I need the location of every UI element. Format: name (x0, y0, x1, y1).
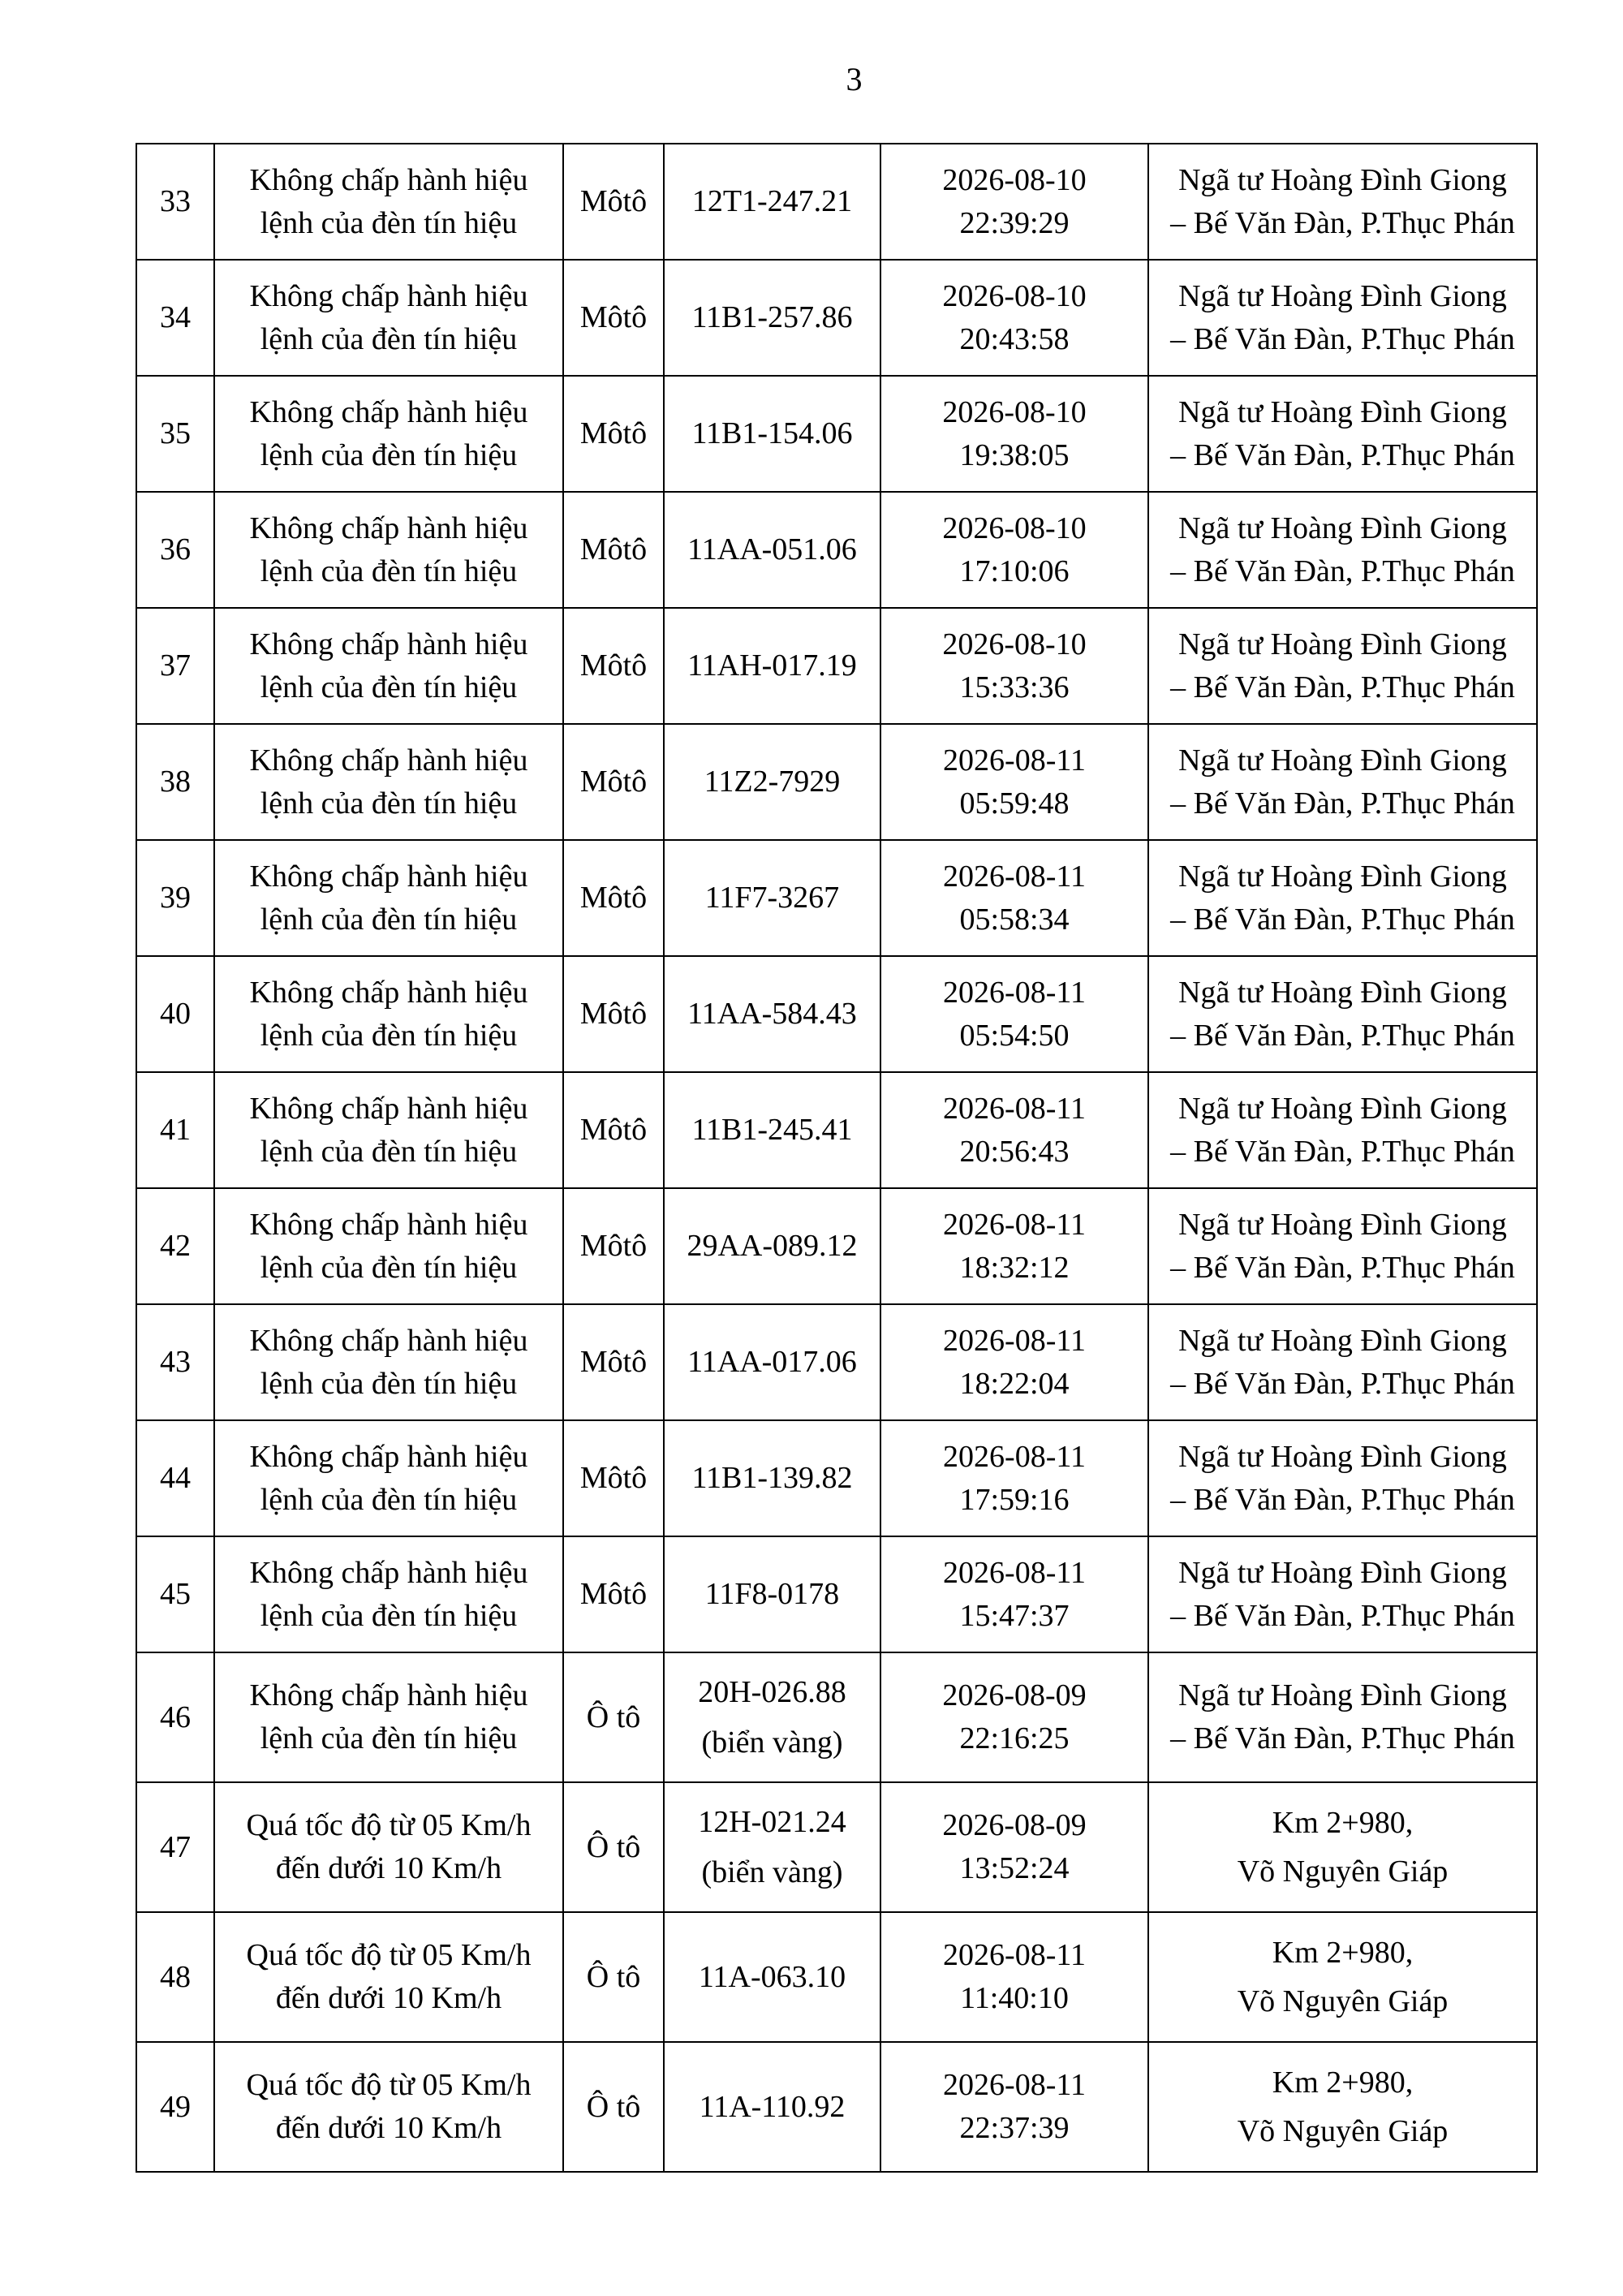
license-plate-line: 11A-063.10 (698, 1960, 846, 1994)
datetime-line: 2026-08-11 (943, 743, 1086, 778)
violation-cell (214, 2042, 563, 2172)
violation-line: lệnh của đèn tín hiệu (260, 1250, 518, 1285)
datetime-line: 2026-08-11 (943, 1555, 1086, 1590)
table-body (136, 144, 1537, 2172)
violation-cell (214, 1072, 563, 1188)
datetime-line: 2026-08-10 (942, 162, 1087, 197)
violation-line: lệnh của đèn tín hiệu (260, 670, 518, 704)
location-line: – Bế Văn Đàn, P.Thục Phán (1170, 554, 1515, 588)
violation-line: Không chấp hành hiệu (249, 1439, 528, 1474)
violation-cell (214, 492, 563, 608)
license-plate-cell (664, 840, 880, 956)
table-row (136, 1652, 1537, 1782)
vehicle-type-cell: Môtô (563, 840, 664, 956)
location-cell (1148, 840, 1537, 956)
location-cell (1148, 1420, 1537, 1536)
location-cell (1148, 144, 1537, 260)
row-number-cell: 44 (136, 1420, 214, 1536)
violation-cell (214, 956, 563, 1072)
location-line: – Bế Văn Đàn, P.Thục Phán (1170, 1721, 1515, 1755)
violation-line: Quá tốc độ từ 05 Km/h (246, 1938, 532, 1972)
datetime-line: 2026-08-11 (943, 1207, 1086, 1242)
location-line: – Bế Văn Đàn, P.Thục Phán (1170, 786, 1515, 821)
license-plate-cell (664, 144, 880, 260)
table-row (136, 724, 1537, 840)
license-plate-cell (664, 492, 880, 608)
violation-cell (214, 1420, 563, 1536)
datetime-line: 05:54:50 (959, 1018, 1070, 1053)
location-line: – Bế Văn Đàn, P.Thục Phán (1170, 1250, 1515, 1285)
table-row (136, 1536, 1537, 1652)
datetime-cell (880, 144, 1148, 260)
location-cell (1148, 956, 1537, 1072)
violation-line: đến dưới 10 Km/h (275, 1981, 502, 2015)
license-plate-line: 20H-026.88 (698, 1675, 846, 1709)
datetime-line: 22:39:29 (959, 205, 1070, 240)
violation-line: Quá tốc độ từ 05 Km/h (246, 1808, 532, 1842)
violation-line: Không chấp hành hiệu (249, 394, 528, 429)
license-plate-cell (664, 956, 880, 1072)
violation-line: Không chấp hành hiệu (249, 278, 528, 313)
violation-cell (214, 1912, 563, 2042)
datetime-line: 2026-08-11 (943, 1938, 1086, 1972)
violations-table (136, 143, 1538, 2173)
violation-line: Không chấp hành hiệu (249, 1678, 528, 1712)
license-plate-cell (664, 1652, 880, 1782)
location-cell (1148, 2042, 1537, 2172)
license-plate-cell (664, 1072, 880, 1188)
violation-line: Quá tốc độ từ 05 Km/h (246, 2068, 532, 2102)
location-cell (1148, 1782, 1537, 1912)
row-number-cell: 33 (136, 144, 214, 260)
table-row (136, 1188, 1537, 1304)
datetime-line: 17:10:06 (959, 554, 1070, 588)
violation-line: đến dưới 10 Km/h (275, 2111, 502, 2145)
location-line: – Bế Văn Đàn, P.Thục Phán (1170, 1482, 1515, 1517)
vehicle-type-cell: Môtô (563, 492, 664, 608)
location-line: Ngã tư Hoàng Đình Giong (1178, 394, 1507, 429)
license-plate-line: 11AA-051.06 (687, 532, 857, 566)
row-number-cell: 40 (136, 956, 214, 1072)
license-plate-line: 11A-110.92 (699, 2090, 846, 2124)
location-line: Ngã tư Hoàng Đình Giong (1178, 1323, 1507, 1358)
row-number-cell: 48 (136, 1912, 214, 2042)
table-row (136, 2042, 1537, 2172)
license-plate-cell (664, 1912, 880, 2042)
location-line: Ngã tư Hoàng Đình Giong (1178, 1678, 1507, 1712)
license-plate-cell (664, 1420, 880, 1536)
datetime-line: 20:43:58 (959, 321, 1070, 356)
datetime-cell (880, 840, 1148, 956)
datetime-line: 2026-08-10 (942, 394, 1087, 429)
license-plate-line: (biển vàng) (701, 1855, 843, 1889)
row-number-cell: 37 (136, 608, 214, 724)
license-plate-line: 11B1-139.82 (691, 1461, 853, 1495)
location-line: – Bế Văn Đàn, P.Thục Phán (1170, 205, 1515, 240)
datetime-line: 2026-08-10 (942, 278, 1087, 313)
license-plate-line: 12T1-247.21 (691, 184, 853, 218)
vehicle-type-cell: Môtô (563, 144, 664, 260)
location-line: Ngã tư Hoàng Đình Giong (1178, 1439, 1507, 1474)
location-line: Ngã tư Hoàng Đình Giong (1178, 743, 1507, 778)
violation-line: lệnh của đèn tín hiệu (260, 1482, 518, 1517)
datetime-cell (880, 608, 1148, 724)
license-plate-line: (biển vàng) (701, 1725, 843, 1760)
vehicle-type-cell: Môtô (563, 1072, 664, 1188)
datetime-line: 18:32:12 (959, 1250, 1070, 1285)
datetime-line: 2026-08-09 (942, 1808, 1087, 1842)
location-cell (1148, 1536, 1537, 1652)
location-line: Ngã tư Hoàng Đình Giong (1178, 162, 1507, 197)
datetime-cell (880, 1304, 1148, 1420)
violation-line: lệnh của đèn tín hiệu (260, 786, 518, 821)
datetime-line: 17:59:16 (959, 1482, 1070, 1517)
location-line: Võ Nguyên Giáp (1237, 1984, 1449, 2018)
datetime-cell (880, 1072, 1148, 1188)
vehicle-type-cell: Ô tô (563, 2042, 664, 2172)
location-line: – Bế Văn Đàn, P.Thục Phán (1170, 1134, 1515, 1169)
datetime-line: 2026-08-11 (943, 2068, 1086, 2102)
location-line: – Bế Văn Đàn, P.Thục Phán (1170, 670, 1515, 704)
license-plate-line: 11B1-154.06 (691, 416, 853, 450)
violation-line: lệnh của đèn tín hiệu (260, 554, 518, 588)
datetime-cell (880, 1188, 1148, 1304)
vehicle-type-cell: Môtô (563, 724, 664, 840)
violation-line: lệnh của đèn tín hiệu (260, 205, 518, 240)
violation-line: lệnh của đèn tín hiệu (260, 1721, 518, 1755)
datetime-line: 05:59:48 (959, 786, 1070, 821)
vehicle-type-cell: Môtô (563, 1420, 664, 1536)
license-plate-cell (664, 608, 880, 724)
datetime-line: 2026-08-09 (942, 1678, 1087, 1712)
table-row (136, 1072, 1537, 1188)
datetime-line: 20:56:43 (959, 1134, 1070, 1169)
violation-cell (214, 840, 563, 956)
row-number-cell: 43 (136, 1304, 214, 1420)
violation-cell (214, 1304, 563, 1420)
datetime-cell (880, 260, 1148, 376)
location-line: – Bế Văn Đàn, P.Thục Phán (1170, 1018, 1515, 1053)
datetime-line: 2026-08-11 (943, 1323, 1086, 1358)
location-line: Ngã tư Hoàng Đình Giong (1178, 510, 1507, 545)
datetime-cell (880, 1652, 1148, 1782)
violation-line: Không chấp hành hiệu (249, 859, 528, 894)
location-cell (1148, 1304, 1537, 1420)
row-number-cell: 41 (136, 1072, 214, 1188)
table-row (136, 1420, 1537, 1536)
datetime-line: 2026-08-11 (943, 859, 1086, 894)
datetime-line: 13:52:24 (959, 1851, 1070, 1885)
vehicle-type-cell: Môtô (563, 376, 664, 492)
datetime-line: 15:33:36 (959, 670, 1070, 704)
location-cell (1148, 1072, 1537, 1188)
row-number-cell: 39 (136, 840, 214, 956)
violation-line: lệnh của đèn tín hiệu (260, 437, 518, 472)
datetime-line: 2026-08-10 (942, 627, 1087, 661)
row-number-cell: 38 (136, 724, 214, 840)
violation-cell (214, 1782, 563, 1912)
row-number-cell: 49 (136, 2042, 214, 2172)
license-plate-cell (664, 2042, 880, 2172)
datetime-cell (880, 1536, 1148, 1652)
license-plate-cell (664, 1304, 880, 1420)
location-cell (1148, 1188, 1537, 1304)
location-line: Ngã tư Hoàng Đình Giong (1178, 278, 1507, 313)
datetime-cell (880, 1782, 1148, 1912)
violation-line: đến dưới 10 Km/h (275, 1851, 502, 1885)
violation-line: lệnh của đèn tín hiệu (260, 321, 518, 356)
violation-line: Không chấp hành hiệu (249, 1207, 528, 1242)
violation-line: Không chấp hành hiệu (249, 975, 528, 1010)
row-number-cell: 34 (136, 260, 214, 376)
datetime-line: 22:16:25 (959, 1721, 1070, 1755)
datetime-cell (880, 1420, 1148, 1536)
license-plate-line: 11F7-3267 (704, 881, 840, 915)
license-plate-line: 29AA-089.12 (687, 1229, 858, 1263)
violation-cell (214, 608, 563, 724)
license-plate-line: 11F8-0178 (704, 1577, 840, 1611)
vehicle-type-cell: Ô tô (563, 1652, 664, 1782)
violation-cell (214, 260, 563, 376)
datetime-cell (880, 1912, 1148, 2042)
location-line: Km 2+980, (1272, 1806, 1414, 1840)
location-cell (1148, 492, 1537, 608)
license-plate-line: 11AA-017.06 (687, 1345, 857, 1379)
datetime-line: 15:47:37 (959, 1598, 1070, 1633)
license-plate-line: 12H-021.24 (698, 1805, 846, 1839)
location-cell (1148, 260, 1537, 376)
table-row (136, 1782, 1537, 1912)
datetime-cell (880, 376, 1148, 492)
location-line: Km 2+980, (1272, 2066, 1414, 2100)
license-plate-line: 11Z2-7929 (704, 765, 841, 799)
location-line: Km 2+980, (1272, 1936, 1414, 1970)
row-number-cell: 42 (136, 1188, 214, 1304)
row-number-cell: 47 (136, 1782, 214, 1912)
violation-cell (214, 724, 563, 840)
row-number-cell: 35 (136, 376, 214, 492)
license-plate-cell (664, 1782, 880, 1912)
vehicle-type-cell: Môtô (563, 260, 664, 376)
violation-cell (214, 1652, 563, 1782)
violation-cell (214, 376, 563, 492)
datetime-line: 22:37:39 (959, 2111, 1070, 2145)
datetime-line: 2026-08-11 (943, 1439, 1086, 1474)
violation-line: Không chấp hành hiệu (249, 627, 528, 661)
table-row (136, 260, 1537, 376)
license-plate-cell (664, 1188, 880, 1304)
violation-line: lệnh của đèn tín hiệu (260, 1366, 518, 1401)
violation-line: Không chấp hành hiệu (249, 1323, 528, 1358)
location-line: Võ Nguyên Giáp (1237, 2114, 1449, 2148)
license-plate-cell (664, 724, 880, 840)
vehicle-type-cell: Ô tô (563, 1782, 664, 1912)
violation-line: lệnh của đèn tín hiệu (260, 1018, 518, 1053)
violation-cell (214, 1188, 563, 1304)
vehicle-type-cell: Môtô (563, 1536, 664, 1652)
violation-cell (214, 1536, 563, 1652)
vehicle-type-cell: Môtô (563, 956, 664, 1072)
violation-line: Không chấp hành hiệu (249, 162, 528, 197)
violation-cell (214, 144, 563, 260)
table-row (136, 492, 1537, 608)
table-row (136, 608, 1537, 724)
location-cell (1148, 724, 1537, 840)
location-line: – Bế Văn Đàn, P.Thục Phán (1170, 1366, 1515, 1401)
location-line: Võ Nguyên Giáp (1237, 1854, 1449, 1889)
license-plate-cell (664, 260, 880, 376)
table-row (136, 840, 1537, 956)
violation-line: lệnh của đèn tín hiệu (260, 902, 518, 937)
violation-line: Không chấp hành hiệu (249, 743, 528, 778)
location-line: Ngã tư Hoàng Đình Giong (1178, 1555, 1507, 1590)
license-plate-line: 11B1-257.86 (691, 300, 853, 334)
vehicle-type-cell: Môtô (563, 1304, 664, 1420)
datetime-cell (880, 724, 1148, 840)
page-number: 3 (846, 61, 863, 97)
table-row (136, 956, 1537, 1072)
table-row (136, 1912, 1537, 2042)
location-cell (1148, 1912, 1537, 2042)
license-plate-line: 11B1-245.41 (691, 1113, 853, 1147)
table-row (136, 376, 1537, 492)
location-cell (1148, 376, 1537, 492)
datetime-cell (880, 956, 1148, 1072)
license-plate-line: 11AH-017.19 (687, 648, 857, 683)
license-plate-line: 11AA-584.43 (687, 997, 857, 1031)
location-line: Ngã tư Hoàng Đình Giong (1178, 627, 1507, 661)
datetime-line: 18:22:04 (959, 1366, 1070, 1401)
location-line: Ngã tư Hoàng Đình Giong (1178, 1091, 1507, 1126)
datetime-line: 2026-08-10 (942, 510, 1087, 545)
location-cell (1148, 1652, 1537, 1782)
datetime-cell (880, 492, 1148, 608)
table-row (136, 1304, 1537, 1420)
table-row (136, 144, 1537, 260)
datetime-line: 05:58:34 (959, 902, 1070, 937)
vehicle-type-cell: Ô tô (563, 1912, 664, 2042)
vehicle-type-cell: Môtô (563, 1188, 664, 1304)
datetime-line: 2026-08-11 (943, 975, 1086, 1010)
violation-line: Không chấp hành hiệu (249, 1555, 528, 1590)
location-line: – Bế Văn Đàn, P.Thục Phán (1170, 1598, 1515, 1633)
row-number-cell: 36 (136, 492, 214, 608)
datetime-cell (880, 2042, 1148, 2172)
location-line: Ngã tư Hoàng Đình Giong (1178, 859, 1507, 894)
location-line: – Bế Văn Đàn, P.Thục Phán (1170, 321, 1515, 356)
datetime-line: 2026-08-11 (943, 1091, 1086, 1126)
location-cell (1148, 608, 1537, 724)
location-line: Ngã tư Hoàng Đình Giong (1178, 975, 1507, 1010)
violation-line: lệnh của đèn tín hiệu (260, 1598, 518, 1633)
violation-line: lệnh của đèn tín hiệu (260, 1134, 518, 1169)
vehicle-type-cell: Môtô (563, 608, 664, 724)
location-line: Ngã tư Hoàng Đình Giong (1178, 1207, 1507, 1242)
datetime-line: 11:40:10 (960, 1981, 1069, 2015)
license-plate-cell (664, 1536, 880, 1652)
row-number-cell: 45 (136, 1536, 214, 1652)
license-plate-cell (664, 376, 880, 492)
violation-line: Không chấp hành hiệu (249, 1091, 528, 1126)
datetime-line: 19:38:05 (959, 437, 1070, 472)
location-line: – Bế Văn Đàn, P.Thục Phán (1170, 437, 1515, 472)
violation-line: Không chấp hành hiệu (249, 510, 528, 545)
location-line: – Bế Văn Đàn, P.Thục Phán (1170, 902, 1515, 937)
row-number-cell: 46 (136, 1652, 214, 1782)
